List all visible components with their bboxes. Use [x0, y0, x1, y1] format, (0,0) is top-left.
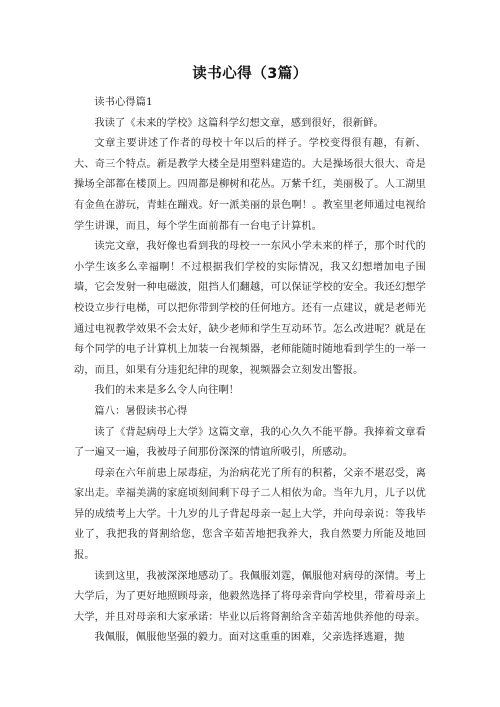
paragraph: 文章主要讲述了作者的母校十年以后的样子。学校变得很有趣，有新、大、奇三个特点。新是教学大楼全是用塑料建造的。大是操场很大很大、奇是操场全部都在楼顶上。四周都是柳树和花丛。万紫千红，美丽极了。人工湖里有金鱼在游玩，青蛙在蹦戏。好一派美丽的景色啊！。教室里老师通过电视给学生讲课，而且，每个学生面前都有一台电子计算机。 — [74, 138, 426, 232]
document-body — [74, 93, 426, 649]
paragraph: 母亲在六年前患上尿毒症，为治病花光了所有的积蓄，父亲不堪忍受，离家出走。幸福美满的家庭顷刻间剩下母子二人相依为命。当年九月，儿子以优异的成绩考上大学。十九岁的儿子背起母亲一起上大学，并向母亲说：等我毕业了，我把我的肾割给您，您含辛茹苦地把我养大，我自然要力所能及地回报。 — [74, 467, 426, 562]
paragraph: 我读了《未来的学校》这篇科学幻想文章，感到很好，很新鲜。 — [94, 117, 384, 129]
document-title: 读书心得（3篇） — [192, 66, 308, 82]
paragraph: 读完文章，我好像也看到我的母校一一东风小学未来的样子，那个时代的小学生该多么幸福啊！不过根据我们学校的实际情况，我又幻想增加电子围墙，它会发射一种电磁波，阻挡人们翻越，可以保证学校的安全。我还幻想学校设立步行电梯，可以把你带到学校的任何地方。还有一点建议，就是老师光通过电视教学效果不会太好，缺少老师和学生互动环节。怎么改进呢？就是在每个同学的电子计算机上加装一台视频器，老师能随时随地看到学生的一举一动，而且，如果有分违犯纪律的现象，视频器会立刻发出警报。 — [74, 241, 426, 376]
section-heading: 读书心得篇1 — [94, 97, 153, 108]
paragraph: 我们的未来是多么令人向往啊！ — [94, 385, 240, 397]
paragraph: 读了《背起病母上大学》这篇文章，我的心久久不能平静。我捧着文章看了一遍又一遍，我被母子间那份深深的情谊所吸引，所感动。 — [74, 426, 426, 459]
section-heading: 篇八：暑假读书心得 — [94, 405, 188, 417]
paragraph: 读到这里，我被深深地感动了。我佩服刘霆，佩服他对病母的深情。考上大学后，为了更好地照顾母亲，他毅然选择了将母亲背向学校里，带着母亲上大学，并且对母亲和大家承诺：毕业以后将肾割给含辛茹苦地供养他的母亲。 — [74, 570, 426, 623]
paragraph: 我佩服，佩服他坚强的毅力。面对这重重的困难，父亲选择逃避，抛 — [94, 632, 405, 644]
